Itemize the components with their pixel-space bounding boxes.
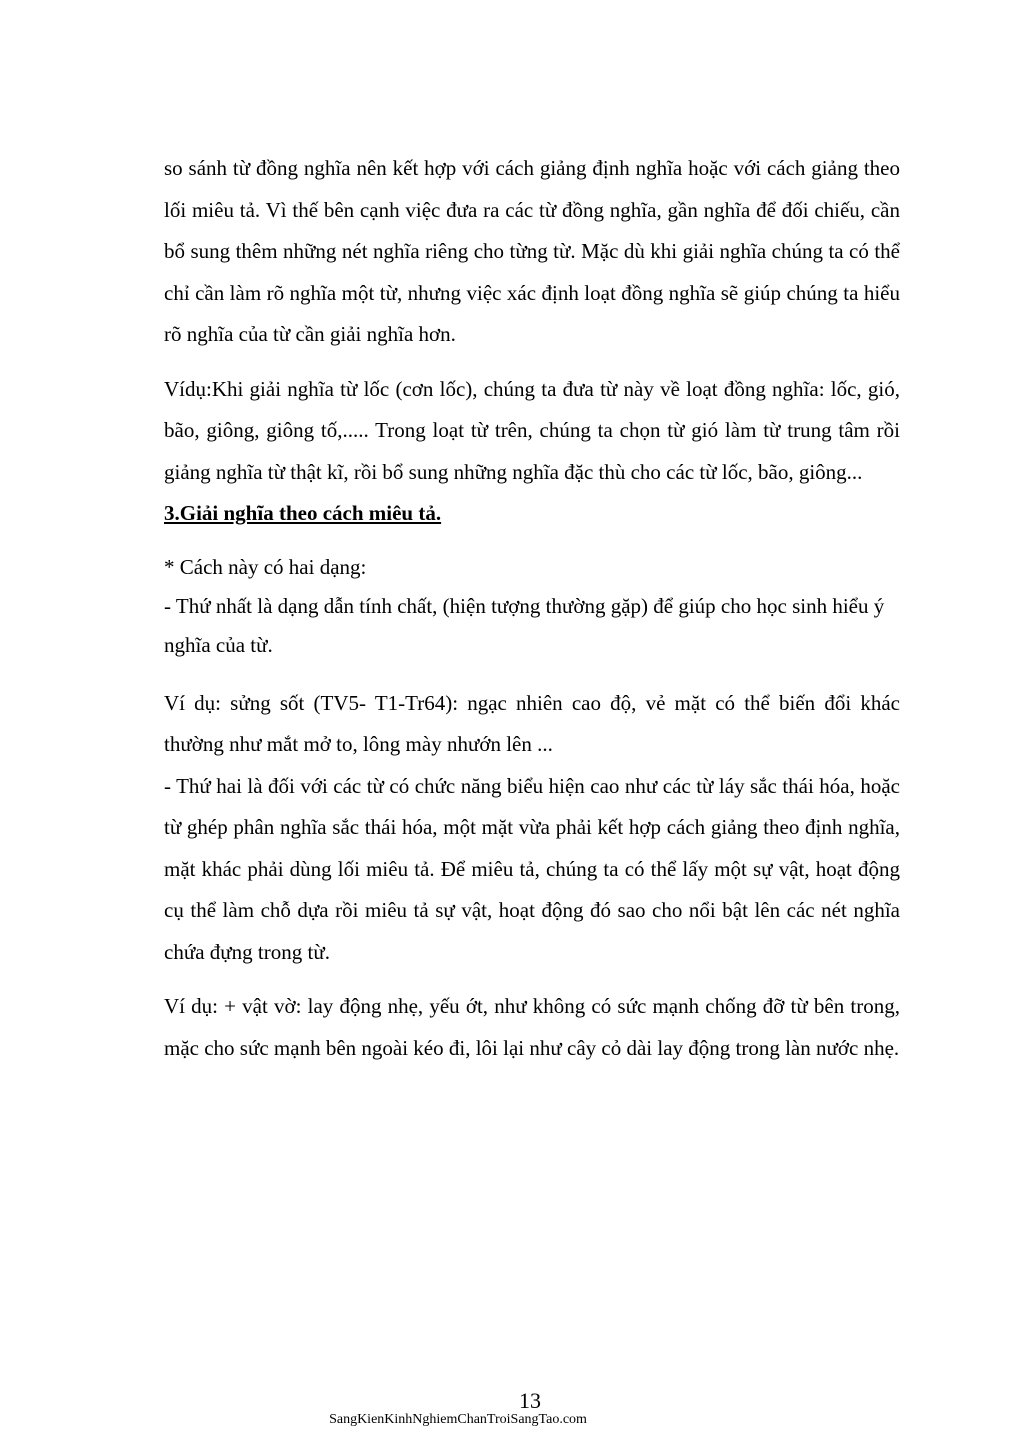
footer-website: SangKienKinhNghiemChanTroiSangTao.com: [329, 1412, 587, 1427]
section-heading: 3.Giải nghĩa theo cách miêu tả.: [164, 501, 442, 525]
page-body: [164, 148, 900, 1069]
paragraph-two-forms-intro: * Cách này có hai dạng:: [164, 554, 367, 579]
paragraph-example-sung-sot: Ví dụ: sửng sốt (TV5- T1-Tr64): ngạc nhiên cao độ, vẻ mặt có thể biến đổi khác thường như mắt mở to, lông mày nhướn lên ...: [164, 690, 900, 756]
paragraph-synonym-comparison: so sánh từ đồng nghĩa nên kết hợp với cách giảng định nghĩa hoặc với cách giảng theo lối miêu tả. Vì thế bên cạnh việc đưa ra các từ đồng nghĩa, gần nghĩa để đối chiếu, cần bổ sung thêm những nét nghĩa riêng cho từng từ. Mặc dù khi giải nghĩa chúng ta có thể chỉ cần làm rõ nghĩa một từ, nhưng việc xác định loạt đồng nghĩa sẽ giúp chúng ta hiểu rõ nghĩa của từ cần giải nghĩa hơn.: [164, 156, 900, 346]
paragraph-example-vat-vo: Ví dụ: + vật vờ: lay động nhẹ, yếu ớt, như không có sức mạnh chống đỡ từ bên trong, mặc cho sức mạnh bên ngoài kéo đi, lôi lại như cây cỏ dài lay động trong làn nước nhẹ.: [164, 994, 900, 1060]
page-number: 13: [519, 1388, 541, 1413]
paragraph-second-form: - Thứ hai là đối với các từ có chức năng biểu hiện cao như các từ láy sắc thái hóa, hoặc từ ghép phân nghĩa sắc thái hóa, một mặt vừa phải kết hợp cách giảng theo định nghĩa, mặt khác phải dùng lối miêu tả. Để miêu tả, chúng ta có thể lấy một sự vật, hoạt động cụ thể làm chỗ dựa rồi miêu tả sự vật, hoạt động đó sao cho nổi bật lên các nét nghĩa chứa đựng trong từ.: [164, 773, 900, 964]
paragraph-first-form: - Thứ nhất là dạng dẫn tính chất, (hiện tượng thường gặp) để giúp cho học sinh hiểu ý nghĩa của từ.: [164, 593, 885, 657]
paragraph-example-loc: Vídụ:Khi giải nghĩa từ lốc (cơn lốc), chúng ta đưa từ này về loạt đồng nghĩa: lốc, gió, bão, giông, giông tố,..... Trong loạt từ trên, chúng ta chọn từ gió làm từ trung tâm rồi giảng nghĩa từ thật kĩ, rồi bổ sung những nghĩa đặc thù cho các từ lốc, bão, giông...: [164, 376, 900, 484]
